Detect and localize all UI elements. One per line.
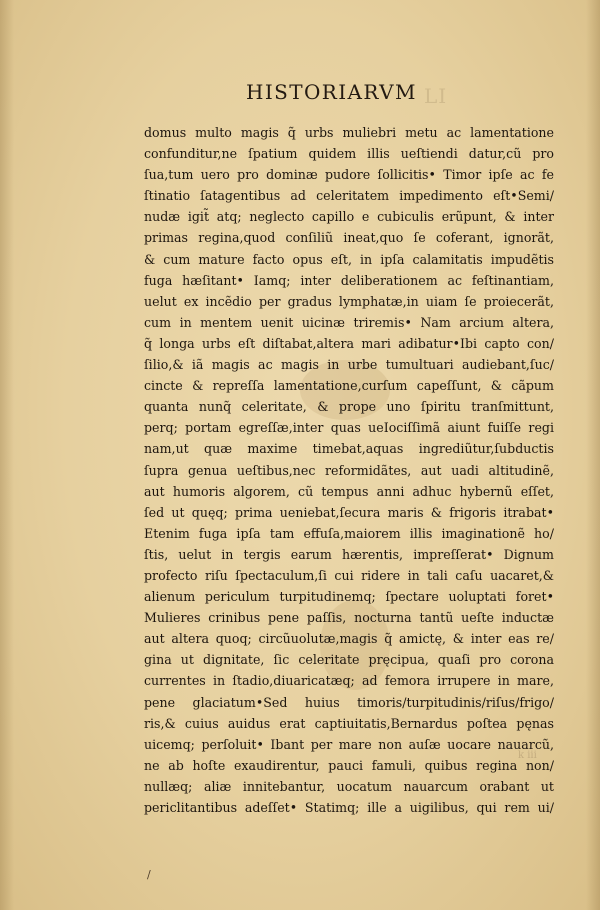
text-line: ſupra genua ueſtibus,nec reformidãtes, aut uadi altitudinẽ, xyxy=(144,462,554,478)
text-line: aut altera quoq; circũuolutæ,magis q̃ amictę, & inter eas re/ xyxy=(144,631,554,647)
text-block xyxy=(144,122,554,818)
text-line: perq; portam egreſſæ,inter quas ueIociſſimã aiunt fuiſſe regi xyxy=(144,420,554,436)
text-line: nam,ut quæ maxime timebat,aquas ingrediũtur,ſubductis xyxy=(144,441,554,457)
page-edge-shadow-right xyxy=(586,0,600,910)
bleed-through-header: LI xyxy=(424,84,448,108)
text-line: nullæq; aliæ innitebantur, uocatum nauarcum orabant ut xyxy=(144,778,554,794)
text-line: domus multo magis q̃ urbs muliebri metu ac lamentatione xyxy=(144,125,554,140)
text-line: pene glaciatum•Sed huius timoris/turpitudinis/riſus/frigo/ xyxy=(144,694,554,710)
text-line: ſed ut quęq; prima ueniebat,ſecura maris & frigoris itrabat• xyxy=(144,504,554,520)
text-line: profecto riſu ſpectaculum,ſi cui ridere in tali caſu uacaret,& xyxy=(144,567,554,583)
text-line: ſtinatio ſatagentibus ad celeritatem impedimento eſt•Semi/ xyxy=(144,188,554,204)
text-line: confunditur,ne ſpatium quidem illis ueſtiendi datur,cũ pro xyxy=(144,146,554,162)
text-line: periclitantibus adeſſet• Statimq; ille a uigilibus, qui rem ui/ xyxy=(144,800,554,815)
text-line: uelut ex incẽdio per gradus lymphatæ,in uiam ſe proiecerãt, xyxy=(144,293,554,309)
text-line: cum in mentem uenit uicinæ triremis• Nam arcium altera, xyxy=(144,314,554,330)
text-line: aut humoris algorem, cũ tempus anni adhuc hybernũ eſſet, xyxy=(144,483,554,499)
text-line: ne ab hoſte exaudirentur, pauci famuli, quibus regina non/ xyxy=(144,757,554,773)
text-line: cincte & repreſſa lamentatione,curſum capeſſunt, & cãpum xyxy=(144,378,554,394)
text-line: Etenim fuga ipſa tam effuſa,maiorem illis imaginationẽ ho/ xyxy=(144,525,554,541)
text-line: nudæ igit̃ atq; neglecto capillo e cubiculis erũpunt, & inter xyxy=(144,209,554,225)
bottom-mark: / xyxy=(147,868,151,881)
text-line: q̃ longa urbs eſt diſtabat,altera mari adibatur•Ibi capto con/ xyxy=(144,335,554,351)
text-line: uicemq; perſoluit• Ibant per mare non auſæ uocare nauarcũ, xyxy=(144,736,554,752)
text-line: quanta nunq̃ celeritate, & prope uno ſpiritu tranſmittunt, xyxy=(144,399,554,415)
bleed-through-signature: k iii xyxy=(518,750,537,761)
text-line: ſtis, uelut in tergis earum hærentis, impreſſerat• Dignum xyxy=(144,546,554,562)
text-line: & cum mature facto opus eſt, in ipſa calamitatis impudẽtis xyxy=(144,251,554,267)
running-head: HISTORIARVM xyxy=(246,80,417,104)
text-line: ſilio,& iã magis ac magis in urbe tumultuari audiebant,ſuc/ xyxy=(144,357,554,373)
text-line: gina ut dignitate, ſic celeritate pręcipua, quaſi pro corona xyxy=(144,652,554,668)
text-line: ſua,tum uero pro dominæ pudore ſollicitis• Timor ipſe ac fe xyxy=(144,167,554,183)
text-line: currentes in ſtadio,diuaricatæq; ad femora irrupere in mare, xyxy=(144,673,554,689)
text-line: alienum periculum turpitudinemq; ſpectare uoluptati foret• xyxy=(144,589,554,605)
text-line: primas regina,quod conſiliũ ineat,quo ſe coferant, ignorãt, xyxy=(144,230,554,246)
page-edge-shadow-left xyxy=(0,0,14,910)
text-line: fuga hæſitant• Iamq; inter deliberationem ac feſtinantiam, xyxy=(144,272,554,288)
text-line: Mulieres crinibus pene paſſis, nocturna tantũ ueſte inductæ xyxy=(144,610,554,626)
text-line: ris,& cuius auidus erat captiuitatis,Bernardus poſtea pęnas xyxy=(144,715,554,731)
